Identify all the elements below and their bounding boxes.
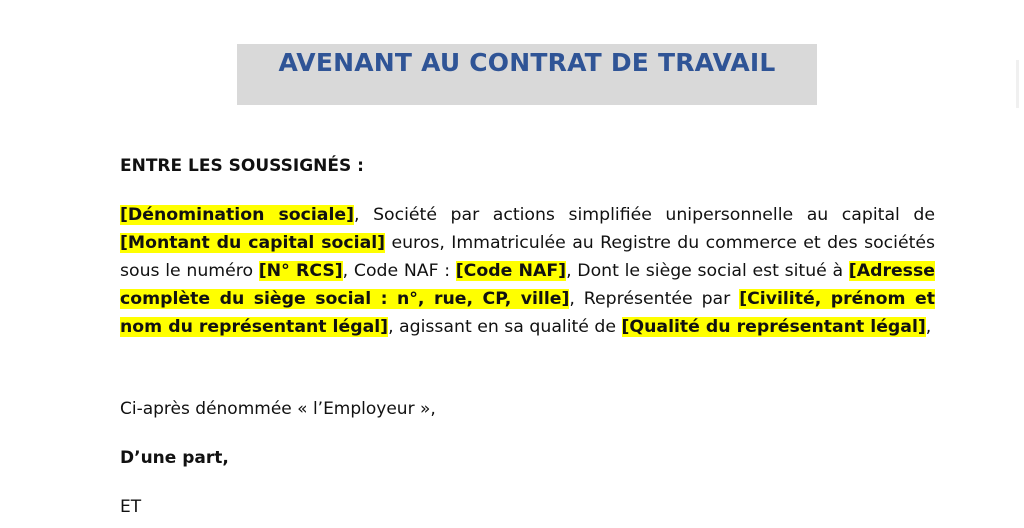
placeholder-field: [Qualité du représentant légal] — [621, 317, 926, 337]
employer-designation: Ci-après dénommée « l’Employeur », — [120, 399, 436, 419]
placeholder-field: [Montant du capital social] — [120, 233, 386, 253]
placeholder-field: [N° RCS] — [258, 261, 343, 281]
placeholder-field: [Dénomination sociale] — [120, 205, 355, 225]
paragraph-text: euros, Immatriculée au Registre du commerce et des sociétés sous le numéro — [120, 233, 935, 281]
paragraph-text: , Représentée par — [569, 289, 740, 309]
paragraph-text: , Société par actions simplifiée unipersonnelle au capital de — [354, 205, 935, 225]
part-label: D’une part, — [120, 448, 229, 468]
paragraph-text: , Dont le siège social est situé à — [566, 261, 849, 281]
placeholder-field: [Civilité, prénom et nom du représentant légal] — [120, 289, 935, 337]
page-edge-divider — [1016, 60, 1019, 108]
paragraph-text: , — [925, 317, 932, 337]
placeholder-field: [Adresse complète du siège social : n°, rue, CP, ville] — [120, 261, 935, 309]
paragraph-text: , agissant en sa qualité de — [388, 317, 622, 337]
paragraph-text: , Code NAF : — [342, 261, 456, 281]
placeholder-field: [Code NAF] — [455, 261, 567, 281]
document-title: AVENANT AU CONTRAT DE TRAVAIL — [278, 48, 776, 77]
section-heading: ENTRE LES SOUSSIGNÉS : — [120, 156, 364, 176]
party-paragraph — [120, 201, 935, 341]
conjunction-et: ET — [120, 497, 142, 517]
